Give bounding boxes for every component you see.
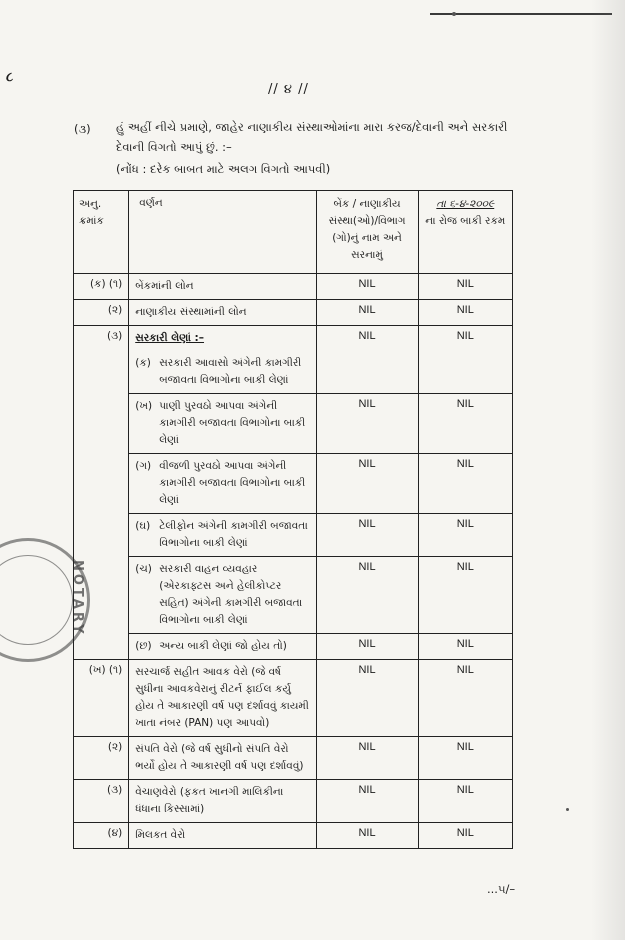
row-description: સરચાર્જ સહીત આવક વેરો (જે વર્ષ સુધીના આવકવેરાનું રીટર્ન ફાઈલ કર્યુ હોય તે આકારણી વર્ષ પણ દર્શાવવું કાયમી ખાતા નંબર (PAN) પણ આપવો) <box>129 660 316 737</box>
row-bank-value: NIL <box>316 394 418 454</box>
row-number: (૩) <box>74 780 129 823</box>
row-amount-value: NIL <box>418 454 512 514</box>
section-note: (નોંધ : દરેક બાબત માટે અલગ વિગતો આપવી) <box>116 162 331 176</box>
table-row <box>74 326 513 352</box>
row-bank-value: NIL <box>316 737 418 780</box>
table-header-row <box>74 191 513 274</box>
row-amount-value: NIL <box>418 823 512 849</box>
row-number <box>74 351 129 394</box>
row-amount-value: NIL <box>418 660 512 737</box>
row-amount-value: NIL <box>418 326 512 394</box>
row-number: (૨) <box>74 300 129 326</box>
row-amount-value: NIL <box>418 737 512 780</box>
header-amount <box>418 191 512 274</box>
header-serial: અનુ. ક્રમાંક <box>74 191 129 274</box>
notary-stamp-text: NOTARY <box>70 560 85 637</box>
row-description: મિલકત વેરો <box>129 823 316 849</box>
margin-mark: ૮ <box>6 70 14 85</box>
section-number: (૩) <box>74 122 91 136</box>
page-number: // ૪ // <box>268 82 309 97</box>
table-row <box>74 660 513 737</box>
row-number: (ક) (૧) <box>74 274 129 300</box>
table-row <box>74 780 513 823</box>
govt-dues-heading: સરકારી લેણાં :– <box>135 332 205 344</box>
row-amount-value: NIL <box>418 274 512 300</box>
row-amount-value: NIL <box>418 394 512 454</box>
row-number <box>74 557 129 634</box>
row-number: (ખ) (૧) <box>74 660 129 737</box>
row-number: (૨) <box>74 737 129 780</box>
row-description: સંપતિ વેરો (જે વર્ષ સુધીનો સંપતિ વેરો ભર્યો હોય તે આકારણી વર્ષ પણ દર્શાવવું) <box>129 737 316 780</box>
row-number <box>74 634 129 660</box>
row-number: (૩) <box>74 326 129 352</box>
table-row <box>74 557 513 634</box>
table-row <box>74 300 513 326</box>
row-description: (ગ) વીજળી પુરવઠો આપવા અંગેની કામગીરી બજાવતા વિભાગોના બાકી લેણાં <box>129 454 316 514</box>
row-number <box>74 394 129 454</box>
scan-speck <box>452 12 456 16</box>
row-description: (ખ) પાણી પુરવઠો આપવા અંગેની કામગીરી બજાવતા વિભાગોના બાકી લેણાં <box>129 394 316 454</box>
header-amount-label: ના રોજ બાકી રકમ <box>425 215 506 227</box>
row-amount-value: NIL <box>418 780 512 823</box>
table-row <box>74 514 513 557</box>
row-description: (છ) અન્ય બાકી લેણાં જો હોય તો) <box>129 634 316 660</box>
row-bank-value: NIL <box>316 634 418 660</box>
table-row <box>74 394 513 454</box>
row-bank-value: NIL <box>316 823 418 849</box>
row-bank-value: NIL <box>316 780 418 823</box>
table-row <box>74 454 513 514</box>
row-amount-value: NIL <box>418 557 512 634</box>
scan-edge-shadow <box>591 0 625 940</box>
row-description <box>129 326 316 352</box>
row-bank-value: NIL <box>316 274 418 300</box>
row-bank-value: NIL <box>316 326 418 394</box>
row-description: વેચાણવેરો (ફકત ખાનગી માલિકીના ધંધાના કિસ્સામાં) <box>129 780 316 823</box>
row-number <box>74 514 129 557</box>
row-description: (ઘ) ટેલીફોન અંગેની કામગીરી બજાવતા વિભાગોના બાકી લેણાં <box>129 514 316 557</box>
scan-speck <box>566 808 569 811</box>
row-description: બેંકમાંની લોન <box>129 274 316 300</box>
header-bank: બેંક / નાણાકીય સંસ્થા(ઓ)/વિભાગ (ગો)નું નામ અને સરનામું <box>316 191 418 274</box>
row-bank-value: NIL <box>316 660 418 737</box>
row-number <box>74 454 129 514</box>
continued-marker: ...૫/– <box>487 882 516 896</box>
row-description: (ક) સરકારી આવાસો અંગેની કામગીરી બજાવતા વિભાગોના બાકી લેણાં <box>129 351 316 394</box>
row-bank-value: NIL <box>316 300 418 326</box>
table-row <box>74 274 513 300</box>
row-amount-value: NIL <box>418 514 512 557</box>
section-intro: હું અહીં નીચે પ્રમાણે, જાહેર નાણાકીય સંસ્થાઓમાંના મારા કરજ/દેવાની અને સરકારી દેવાની વિગતો આપું છું. :– <box>116 120 508 154</box>
row-bank-value: NIL <box>316 454 418 514</box>
row-bank-value: NIL <box>316 514 418 557</box>
table-row <box>74 737 513 780</box>
row-amount-value: NIL <box>418 634 512 660</box>
header-description: વર્ણન <box>129 191 316 274</box>
row-bank-value: NIL <box>316 557 418 634</box>
table-row <box>74 634 513 660</box>
row-number: (૪) <box>74 823 129 849</box>
scan-top-line <box>430 13 612 15</box>
liabilities-table <box>73 190 513 849</box>
table-row <box>74 823 513 849</box>
row-description: નાણાકીય સંસ્થામાંની લોન <box>129 300 316 326</box>
row-amount-value: NIL <box>418 300 512 326</box>
handwritten-date: તા ૬-૪-૨૦૦૯ <box>436 198 495 210</box>
row-description: (ચ) સરકારી વાહન વ્યવહાર (એરકાફ્ટસ અને હેલીકોપ્ટર સહિત) અંગેની કામગીરી બજાવતા વિભાગોના બાકી લેણાં <box>129 557 316 634</box>
